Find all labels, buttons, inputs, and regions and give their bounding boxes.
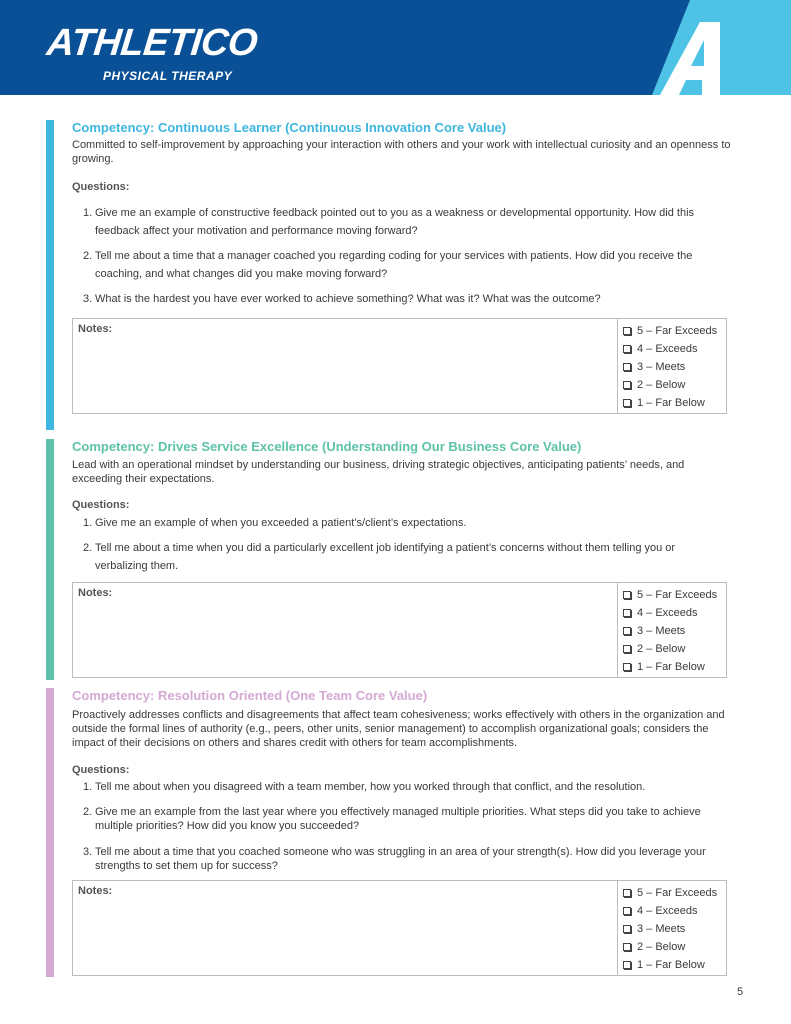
question-text: Tell me about when you disagreed with a team member, how you worked through that conflict, and the resolution. [95,781,646,793]
question-item [83,780,723,794]
rating-label: 3 – Meets [637,923,686,935]
rating-label: 5 – Far Exceeds [637,589,718,601]
checkbox-icon[interactable] [623,327,631,335]
section-title: Competency: Drives Service Excellence (Understanding Our Business Core Value) [72,439,582,454]
rating-label: 2 – Below [637,941,686,953]
question-number: 2. [83,806,93,818]
section-title: Competency: Resolution Oriented (One Team Core Value) [72,688,428,703]
rating-options [623,586,723,676]
rating-option[interactable] [623,376,723,394]
questions-label: Questions: [72,499,130,511]
checkbox-icon[interactable] [623,399,631,407]
page-number: 5 [737,986,744,998]
checkbox-icon[interactable] [623,889,631,897]
rating-options [623,322,723,412]
question-number: 1. [83,517,93,529]
rating-label: 4 – Exceeds [637,905,698,917]
question-text: Give me an example of when you exceeded a patient’s/client’s expectations. [95,517,467,529]
checkbox-icon[interactable] [623,363,631,371]
rating-option[interactable] [623,884,723,902]
rating-label: 1 – Far Below [637,397,705,409]
question-number: 1. [83,207,93,219]
question-item [83,290,723,308]
question-text: What is the hardest you have ever worked to achieve something? What was it? What was the outcome? [95,293,601,305]
question-number: 2. [83,542,93,554]
question-text: Give me an example of constructive feedback pointed out to you as a weakness or developmental opportunity. How did this feedback affect your motivation and performance moving forward? [95,207,695,237]
section-color-bar [46,688,54,977]
checkbox-icon[interactable] [623,345,631,353]
rating-option[interactable] [623,586,723,604]
checkbox-icon[interactable] [623,925,631,933]
question-text: Tell me about a time when you did a particularly excellent job identifying a patient’s concerns without them telling you or verbalizing them. [95,542,676,572]
section-description: Proactively addresses conflicts and disagreements that affect team cohesiveness; works effectively with others in the organization and outside the formal lines of authority (e.g., peers, other units, senior management) to accomplish organizational goals; considers the impact of their decisions on others and shares credit with others for team accomplishments. [72,709,725,749]
notes-box[interactable] [72,318,727,414]
notes-box[interactable] [72,582,727,678]
question-item [83,204,723,240]
rating-options [623,884,723,974]
rating-label: 5 – Far Exceeds [637,887,718,899]
rating-option[interactable] [623,640,723,658]
rating-label: 4 – Exceeds [637,343,698,355]
checkbox-icon[interactable] [623,645,631,653]
question-item [83,247,723,283]
rating-option[interactable] [623,956,723,974]
notes-label: Notes: [78,885,113,897]
rating-option[interactable] [623,340,723,358]
rating-option[interactable] [623,938,723,956]
notes-box[interactable] [72,880,727,976]
section-color-bar [46,439,54,680]
question-text: Give me an example from the last year where you effectively managed multiple priorities. What steps did you take to achieve multiple priorities? How did you know you succeeded? [95,806,701,832]
notes-divider [617,583,618,677]
section-description: Committed to self-improvement by approaching your interaction with others and your work with intellectual curiosity and an openness to growing. [72,139,731,165]
question-item [83,514,723,532]
notes-divider [617,881,618,975]
brand-name: ATHLETICO [44,22,260,64]
header-banner [0,0,791,95]
question-text: Tell me about a time that a manager coached you regarding coding for your services with patients. How did you receive the coaching, and what changes did you make moving forward? [95,250,693,280]
brand-subtitle: PHYSICAL THERAPY [103,69,233,83]
checkbox-icon[interactable] [623,943,631,951]
question-number: 3. [83,293,93,305]
question-item [83,805,723,833]
rating-option[interactable] [623,658,723,676]
question-number: 1. [83,781,93,793]
rating-option[interactable] [623,622,723,640]
rating-label: 3 – Meets [637,361,686,373]
rating-option[interactable] [623,920,723,938]
rating-label: 4 – Exceeds [637,607,698,619]
checkbox-icon[interactable] [623,609,631,617]
rating-label: 3 – Meets [637,625,686,637]
section-description: Lead with an operational mindset by understanding our business, driving strategic objectives, anticipating patients’ needs, and exceeding their expectations. [72,459,685,485]
rating-option[interactable] [623,322,723,340]
checkbox-icon[interactable] [623,381,631,389]
question-text: Tell me about a time that you coached someone who was struggling in an area of your strength(s). How did you leverage your strengths to set them up for success? [95,846,706,872]
question-item [83,845,723,873]
checkbox-icon[interactable] [623,961,631,969]
checkbox-icon[interactable] [623,907,631,915]
competency-section-resolution-oriented [0,688,791,977]
section-title: Competency: Continuous Learner (Continuous Innovation Core Value) [72,120,507,135]
notes-divider [617,319,618,413]
questions-label: Questions: [72,764,130,776]
section-color-bar [46,120,54,430]
competency-section-service-excellence [0,439,791,680]
rating-label: 1 – Far Below [637,959,705,971]
checkbox-icon[interactable] [623,591,631,599]
notes-label: Notes: [78,323,113,335]
rating-label: 2 – Below [637,643,686,655]
questions-label: Questions: [72,181,130,193]
competency-section-continuous-learner [0,120,791,430]
notes-label: Notes: [78,587,113,599]
rating-label: 1 – Far Below [637,661,705,673]
rating-option[interactable] [623,604,723,622]
rating-option[interactable] [623,902,723,920]
question-number: 3. [83,846,93,858]
rating-label: 2 – Below [637,379,686,391]
question-item [83,539,723,575]
checkbox-icon[interactable] [623,627,631,635]
rating-option[interactable] [623,394,723,412]
rating-option[interactable] [623,358,723,376]
question-number: 2. [83,250,93,262]
rating-label: 5 – Far Exceeds [637,325,718,337]
checkbox-icon[interactable] [623,663,631,671]
